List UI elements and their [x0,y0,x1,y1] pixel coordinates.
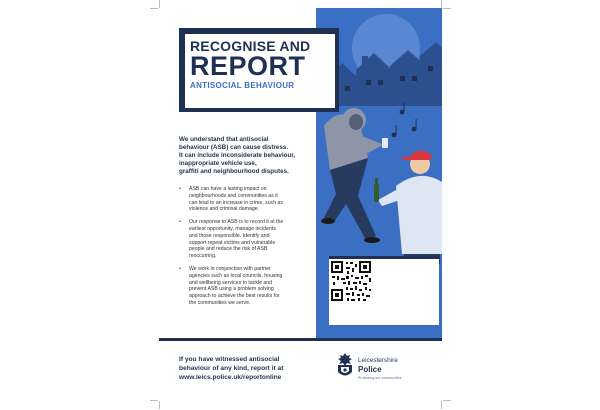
crop-mark [150,400,158,401]
crop-mark [441,401,442,409]
report-url-link[interactable]: www.leics.police.uk/reportonline [179,374,282,381]
report-line: behaviour of any kind, report it at [179,365,284,372]
bullet-line: reoccurring. [189,253,217,260]
intro-line: graffiti and neighbourhood disputes. [179,168,289,175]
poster [159,8,442,400]
title-line-2: REPORT [190,51,306,81]
bullet-line: approach to achieve the best results for [189,293,280,300]
bullet-line: ASB can have a lasting impact on [189,186,267,192]
bullet-line: can lead to an increase in crime, such as [189,199,284,206]
crop-mark [150,8,158,9]
bullet-line: earliest opportunity, manage incidents [189,225,276,232]
bullet-line: the communities we serve. [189,299,251,306]
crop-mark [159,0,160,8]
bullet-line: and those responsible. Identify and [189,232,270,239]
subtitle: ANTISOCIAL BEHAVIOUR [190,81,295,90]
intro-line: behaviour (ASB) can cause distress. [179,144,289,151]
bullet-line: and wellbeing services to tackle and [189,279,273,286]
force-name-line2: Police [358,365,382,374]
list-item [179,266,319,307]
bullet-line: agencies such as local councils, housing [189,272,283,279]
bullet-line: violence and criminal damage. [189,206,260,213]
report-line: If you have witnessed antisocial [179,356,280,363]
crop-mark [159,401,160,409]
intro-paragraph [179,136,319,176]
title-line-1: RECOGNISE AND [190,38,311,54]
force-tagline: Protecting our communities [358,376,402,380]
bullet-dot: • [179,265,181,272]
bullet-dot: • [179,219,181,226]
bullet-list [179,186,319,313]
bullet-line: neighbourhoods and communities as it [189,192,278,199]
intro-line: inappropriate vehicle use, [179,160,257,167]
qr-card [329,256,439,325]
police-crest-icon [335,353,355,379]
bullet-dot: • [179,186,181,192]
poster-footer [159,338,442,400]
intro-line: It can include inconsiderate behaviour, [179,152,296,159]
bullet-line: We work in conjunction with partner [189,265,271,272]
qr-code-icon[interactable] [329,259,373,303]
bullet-line: people and reduce the risk of ASB [189,246,268,253]
bullet-line: Our response to ASB is to record it at the [189,219,284,226]
bullet-line: support repeat victims and vulnerable [189,239,276,246]
bullet-line: prevent ASB using a problem solving [189,286,274,293]
crop-mark [443,400,451,401]
report-message [179,355,339,382]
intro-line: We understand that antisocial [179,136,269,143]
crop-mark [441,0,442,8]
list-item [179,219,319,260]
crop-mark [443,8,451,9]
force-name-line1: Leicestershire [358,357,398,364]
list-item [179,186,319,213]
